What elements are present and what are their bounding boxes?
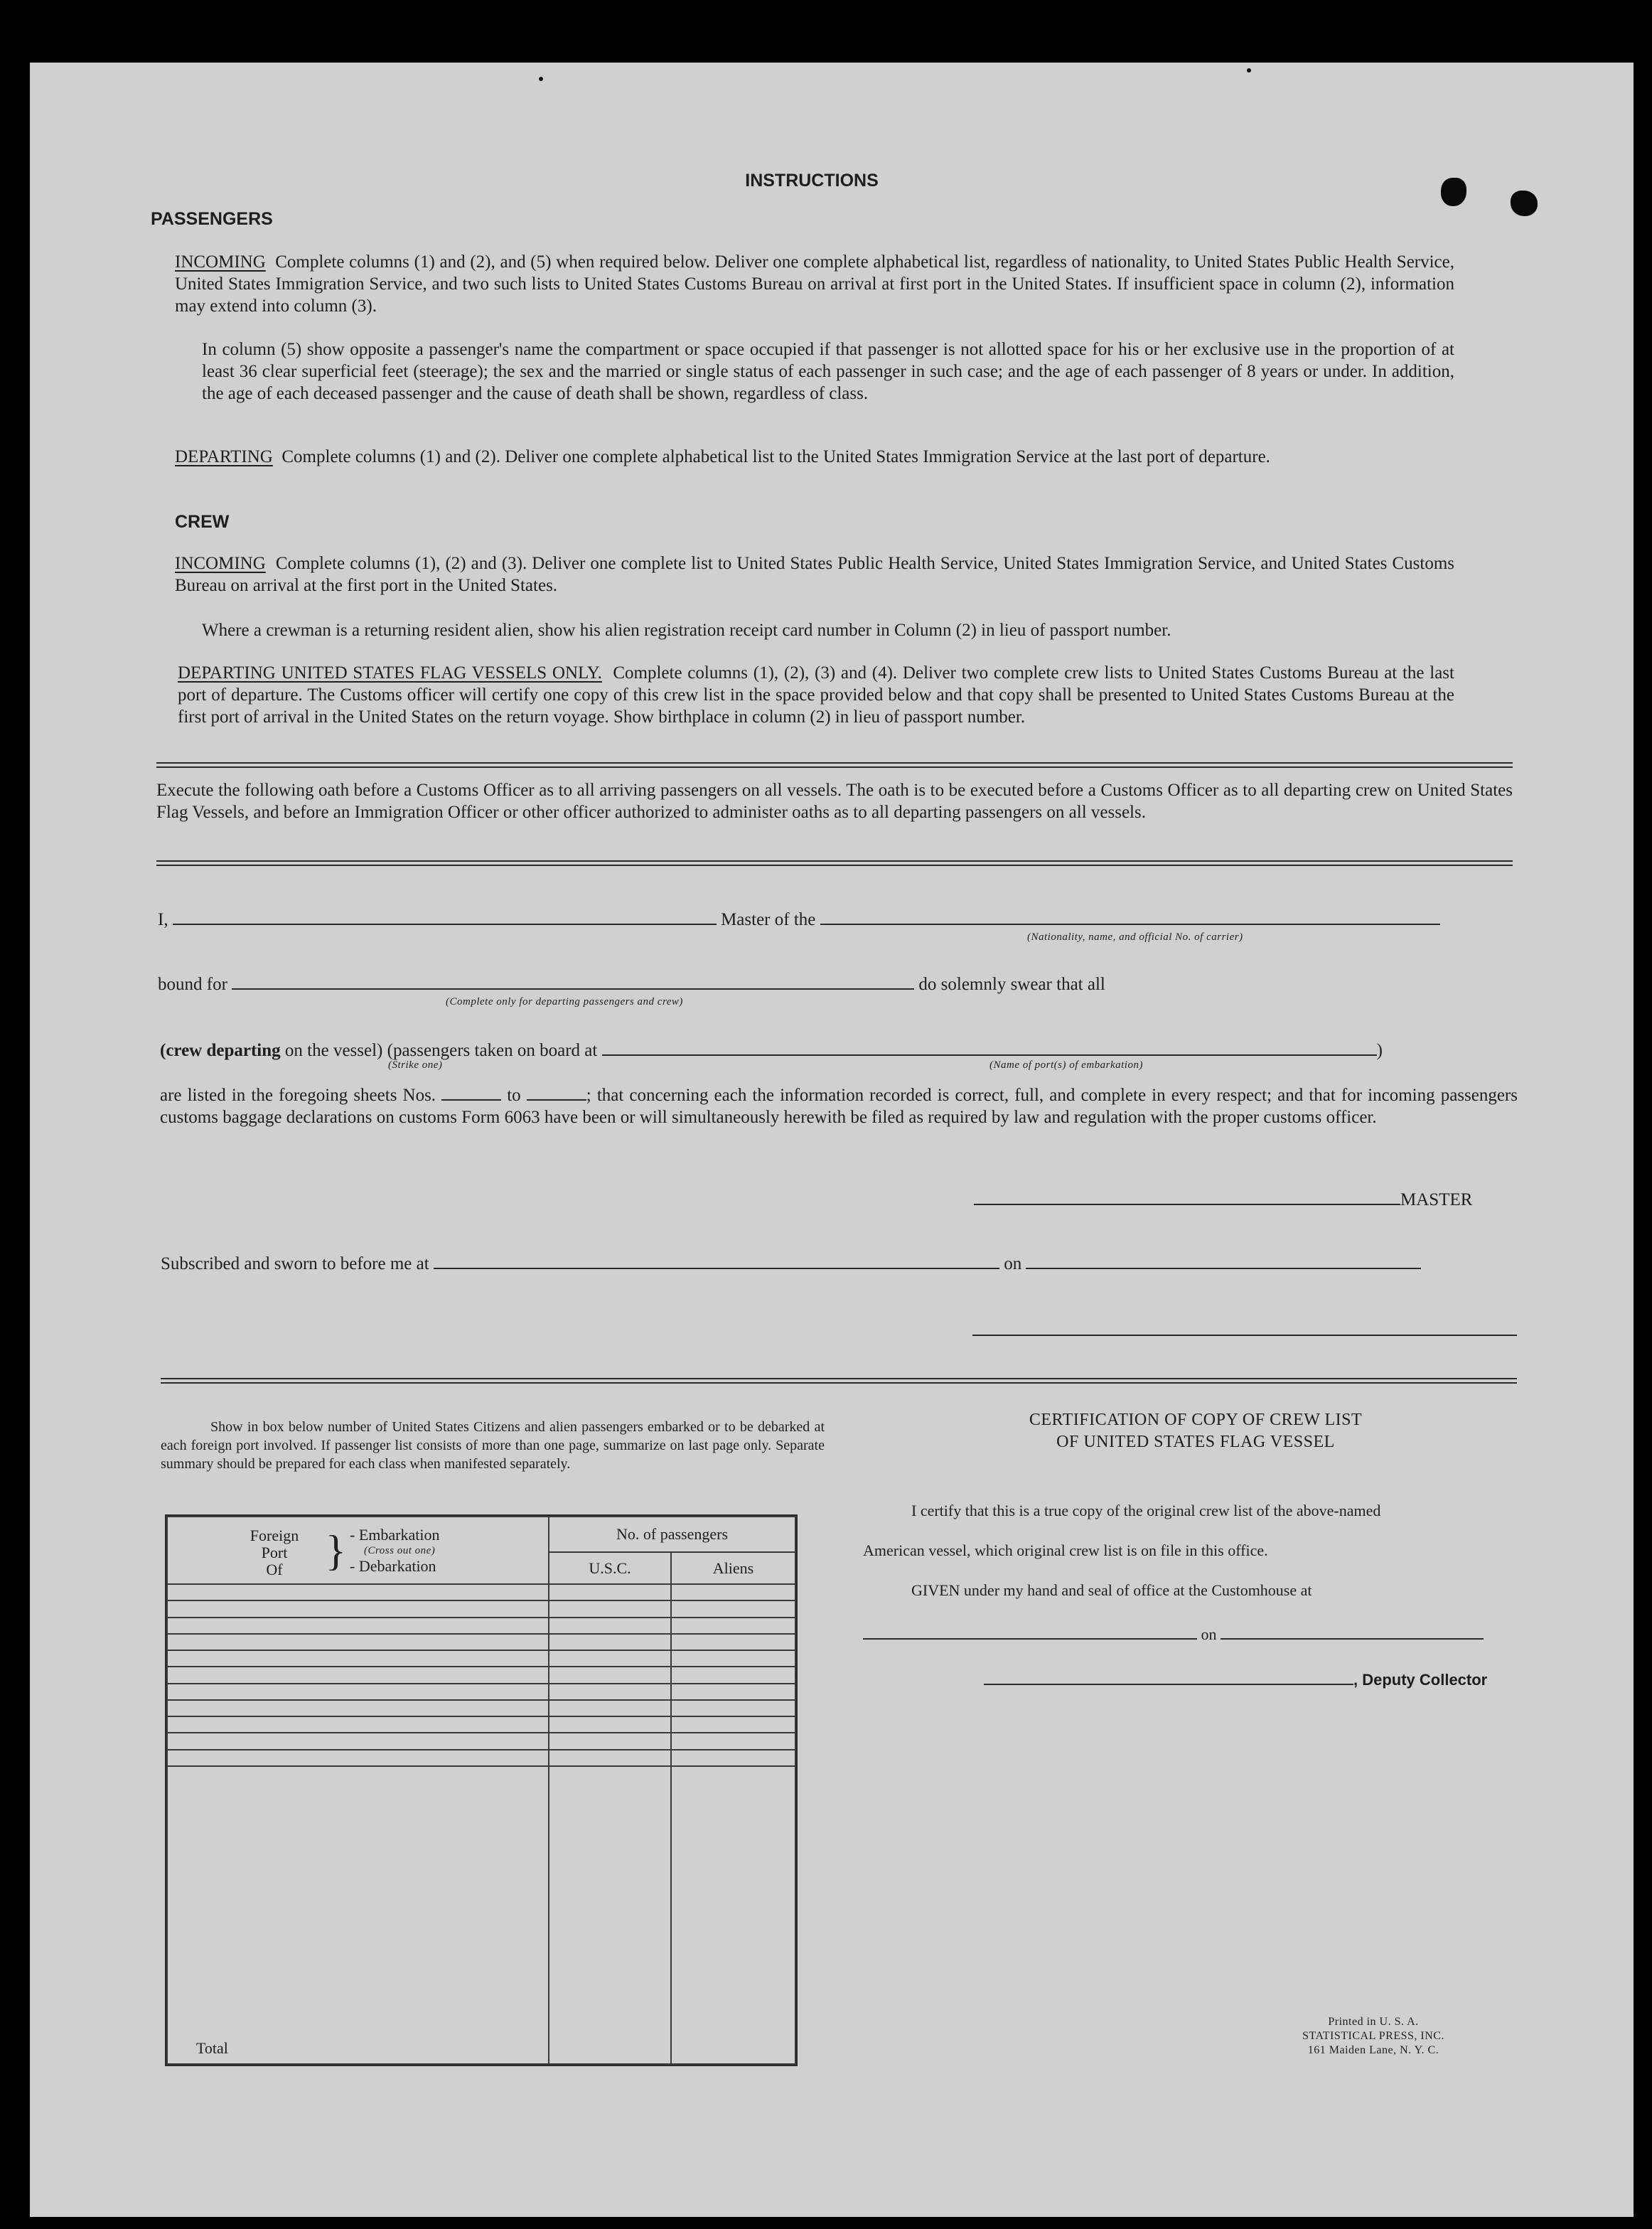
brace: } bbox=[326, 1527, 346, 1574]
to-label: to bbox=[507, 1086, 521, 1105]
aliens-cell[interactable] bbox=[671, 1634, 795, 1650]
deputy-line bbox=[984, 1671, 1487, 1689]
foreign-label: Foreign bbox=[250, 1527, 299, 1544]
subscribed-line bbox=[161, 1254, 1421, 1274]
incoming-text: Complete columns (1) and (2), and (5) when required below. Deliver one complete alphabetical list, regardless of nationality, to United States Public Health Service, United States Immigration Service, and two such lists to United States Customs Bureau on arrival at first port in the United States. If insufficient space in column (2), information may extend into column (3). bbox=[175, 252, 1455, 316]
aliens-header: Aliens bbox=[671, 1552, 795, 1584]
divider bbox=[156, 766, 1513, 768]
ports-hint: (Name of port(s) of embarkation) bbox=[989, 1059, 1143, 1071]
listed-text-b: ; that concerning each the information recorded is correct, full, and complete in every respect; and that for incoming passengers customs baggage declarations on customs Form 6063 have been or will simultaneously herewith be filed as required by law and regulation with the proper customs officer. bbox=[160, 1086, 1518, 1127]
master-name-field[interactable] bbox=[173, 924, 717, 925]
aliens-total-cell[interactable] bbox=[671, 1766, 795, 2064]
nationality-hint: (Nationality, name, and official No. of carrier) bbox=[1027, 931, 1243, 943]
port-header-cell bbox=[167, 1517, 549, 1584]
cross-out-hint: (Cross out one) bbox=[364, 1545, 436, 1556]
bound-for-label: bound for bbox=[158, 975, 227, 994]
divider bbox=[156, 762, 1513, 764]
aliens-cell[interactable] bbox=[671, 1750, 795, 1766]
printer-line-3: 161 Maiden Lane, N. Y. C. bbox=[1307, 2044, 1439, 2056]
total-label: Total bbox=[167, 1766, 549, 2064]
oath-line-1 bbox=[158, 910, 1516, 930]
passengers-departing-block bbox=[175, 446, 1454, 468]
port-cell[interactable] bbox=[167, 1634, 549, 1650]
master-signature-field[interactable] bbox=[974, 1204, 1400, 1205]
aliens-cell[interactable] bbox=[671, 1716, 795, 1733]
oath-i: I, bbox=[158, 910, 168, 929]
printer-line-2: STATISTICAL PRESS, INC. bbox=[1302, 2030, 1444, 2042]
sworn-place-field[interactable] bbox=[434, 1268, 999, 1269]
debarkation-label: - Debarkation bbox=[350, 1557, 436, 1575]
divider bbox=[161, 1378, 1517, 1379]
port-cell[interactable] bbox=[167, 1650, 549, 1667]
certification-title-2: OF UNITED STATES FLAG VESSEL bbox=[1056, 1433, 1335, 1451]
port-cell[interactable] bbox=[167, 1618, 549, 1634]
form-sheet bbox=[30, 63, 1634, 2217]
oath-line-2 bbox=[158, 975, 1516, 995]
passengers-incoming-block bbox=[175, 251, 1454, 317]
port-label: Port bbox=[261, 1544, 288, 1561]
divider bbox=[161, 1382, 1517, 1384]
departing-text: Complete columns (1) and (2). Deliver one complete alphabetical list to the United States Immigration Service at the last port of departure. bbox=[281, 447, 1270, 466]
instructions-title: INSTRUCTIONS bbox=[745, 171, 879, 191]
aliens-cell[interactable] bbox=[671, 1600, 795, 1617]
oath-intro-block bbox=[156, 779, 1513, 823]
sworn-on-label: on bbox=[1004, 1254, 1022, 1273]
customhouse-field[interactable] bbox=[863, 1638, 1197, 1640]
bound-for-field[interactable] bbox=[232, 988, 914, 990]
official-signature-field[interactable] bbox=[972, 1335, 1517, 1336]
aliens-cell[interactable] bbox=[671, 1584, 795, 1600]
cert-on-label: on bbox=[1201, 1625, 1217, 1643]
embarkation-label: - Embarkation bbox=[350, 1526, 440, 1544]
sworn-date-field[interactable] bbox=[1026, 1268, 1421, 1269]
no-passengers-header: No. of passengers bbox=[549, 1517, 795, 1552]
oath-intro: Execute the following oath before a Customs Officer as to all arriving passengers on all vessels. The oath is to be executed before a Customs Officer as to all departing crew on United States Flag Vessels, and before an Immigration Officer or other officer authorized to administer oaths as to all departing passengers on all vessels. bbox=[156, 781, 1513, 822]
aliens-cell[interactable] bbox=[671, 1684, 795, 1700]
crewman-block bbox=[202, 619, 1454, 641]
usc-cell[interactable] bbox=[549, 1700, 671, 1716]
aliens-cell[interactable] bbox=[671, 1667, 795, 1683]
certify-line-1: I certify that this is a true copy of the original crew list of the above-named bbox=[911, 1502, 1381, 1519]
port-cell[interactable] bbox=[167, 1700, 549, 1716]
oath-listed-block bbox=[160, 1084, 1518, 1128]
certify-line-2: American vessel, which original crew list is on file in this office. bbox=[863, 1541, 1268, 1559]
speck bbox=[539, 77, 543, 81]
of-label: Of bbox=[266, 1561, 283, 1578]
port-cell[interactable] bbox=[167, 1684, 549, 1700]
given-line: GIVEN under my hand and seal of office at the Customhouse at bbox=[911, 1581, 1312, 1599]
usc-cell[interactable] bbox=[549, 1584, 671, 1600]
ports-field[interactable] bbox=[602, 1054, 1377, 1056]
summary-instructions-block bbox=[161, 1418, 825, 1473]
usc-cell[interactable] bbox=[549, 1600, 671, 1617]
ink-blot bbox=[1511, 191, 1538, 216]
listed-text-a: are listed in the foregoing sheets Nos. bbox=[160, 1086, 436, 1105]
port-label-stack bbox=[239, 1527, 310, 1578]
departing-label: DEPARTING bbox=[175, 447, 273, 466]
swear-text: do solemnly swear that all bbox=[918, 975, 1105, 994]
embark-options bbox=[350, 1527, 439, 1574]
certification-title bbox=[911, 1409, 1480, 1453]
printer-line-1: Printed in U. S. A. bbox=[1328, 2016, 1419, 2028]
port-cell[interactable] bbox=[167, 1584, 549, 1600]
departing-flag-text: Complete columns (1), (2), (3) and (4). Deliver two complete crew lists to United States Customs Bureau at the last port of departure. The Customs officer will certify one copy of this crew list in the space provided below and that copy shall be presented to United States Customs Bureau at the first port of arrival in the United States on the return voyage. Show birthplace in column (2) in lieu of passport number. bbox=[178, 663, 1454, 727]
usc-header: U.S.C. bbox=[549, 1552, 671, 1584]
printer-imprint bbox=[1267, 2015, 1480, 2058]
aliens-cell[interactable] bbox=[671, 1700, 795, 1716]
usc-cell[interactable] bbox=[549, 1716, 671, 1733]
aliens-cell[interactable] bbox=[671, 1650, 795, 1667]
master-of-the-label: Master of the bbox=[721, 910, 816, 929]
usc-cell[interactable] bbox=[549, 1650, 671, 1667]
column5-text: In column (5) show opposite a passenger's name the compartment or space occupied if that passenger is not allotted space for his or her exclusive use in the proportion of at least 36 clear superficial feet (steerage); the sex and the married or single status of each passenger in such case; and the age of each passenger of 8 years or under. In addition, the age of each deceased passenger and the cause of death shall be shown, regardless of class. bbox=[202, 340, 1454, 403]
crew-incoming-block bbox=[175, 552, 1454, 597]
deputy-label: , Deputy Collector bbox=[1353, 1671, 1488, 1689]
port-cell[interactable] bbox=[167, 1600, 549, 1617]
close-paren: ) bbox=[1376, 1041, 1383, 1060]
sheet-to-field[interactable] bbox=[527, 1099, 586, 1101]
strike-one-hint: (Strike one) bbox=[388, 1059, 443, 1071]
usc-cell[interactable] bbox=[549, 1618, 671, 1634]
crew-incoming-text: Complete columns (1), (2) and (3). Deliver one complete list to United States Public Health Service, United States Immigration Service, and United States Customs Bureau on arrival at the first port in the United States. bbox=[175, 554, 1454, 595]
passengers-taken-text: (passengers taken on board at bbox=[387, 1041, 598, 1060]
cert-date-field[interactable] bbox=[1221, 1638, 1484, 1640]
divider bbox=[156, 860, 1513, 862]
column5-block bbox=[202, 338, 1454, 405]
usc-total-cell[interactable] bbox=[549, 1766, 671, 2064]
crewman-text: Where a crewman is a returning resident alien, show his alien registration receipt card number in Column (2) in lieu of passport number. bbox=[202, 621, 1171, 640]
usc-cell[interactable] bbox=[549, 1750, 671, 1766]
crew-incoming-label: INCOMING bbox=[175, 554, 266, 573]
certification-title-1: CERTIFICATION OF COPY OF CREW LIST bbox=[1029, 1411, 1363, 1429]
carrier-field[interactable] bbox=[820, 924, 1440, 925]
customhouse-line bbox=[863, 1625, 1484, 1644]
crew-heading: CREW bbox=[175, 512, 230, 532]
port-cell[interactable] bbox=[167, 1716, 549, 1733]
departing-flag-label: DEPARTING UNITED STATES FLAG VESSELS ONLY. bbox=[178, 663, 602, 683]
usc-cell[interactable] bbox=[549, 1634, 671, 1650]
summary-instructions: Show in box below number of United States Citizens and alien passengers embarked or to be debarked at each foreign port involved. If passenger list consists of more than one page, summarize on last page only. Separate summary should be prepared for each class when manifested separately. bbox=[161, 1419, 825, 1472]
deputy-signature-field[interactable] bbox=[984, 1684, 1353, 1685]
passenger-summary-table bbox=[165, 1514, 798, 2066]
port-cell[interactable] bbox=[167, 1667, 549, 1683]
passengers-heading: PASSENGERS bbox=[151, 209, 273, 229]
port-cell[interactable] bbox=[167, 1750, 549, 1766]
crew-departing-text: (crew departing bbox=[160, 1041, 281, 1060]
port-cell[interactable] bbox=[167, 1733, 549, 1749]
incoming-label: INCOMING bbox=[175, 252, 266, 272]
speck bbox=[1247, 68, 1251, 73]
departing-flag-block bbox=[178, 662, 1454, 728]
divider bbox=[156, 865, 1513, 866]
master-label: MASTER bbox=[1400, 1190, 1473, 1209]
master-signature-line bbox=[974, 1190, 1472, 1210]
usc-cell[interactable] bbox=[549, 1667, 671, 1683]
aliens-cell[interactable] bbox=[671, 1618, 795, 1634]
crew-departing-vessel: on the vessel) bbox=[284, 1041, 383, 1060]
usc-cell[interactable] bbox=[549, 1733, 671, 1749]
sheet-from-field[interactable] bbox=[441, 1099, 501, 1101]
subscribed-label: Subscribed and sworn to before me at bbox=[161, 1254, 429, 1273]
bound-hint: (Complete only for departing passengers and crew) bbox=[446, 996, 683, 1007]
aliens-cell[interactable] bbox=[671, 1733, 795, 1749]
oath-line-3 bbox=[160, 1041, 1518, 1061]
usc-cell[interactable] bbox=[549, 1684, 671, 1700]
